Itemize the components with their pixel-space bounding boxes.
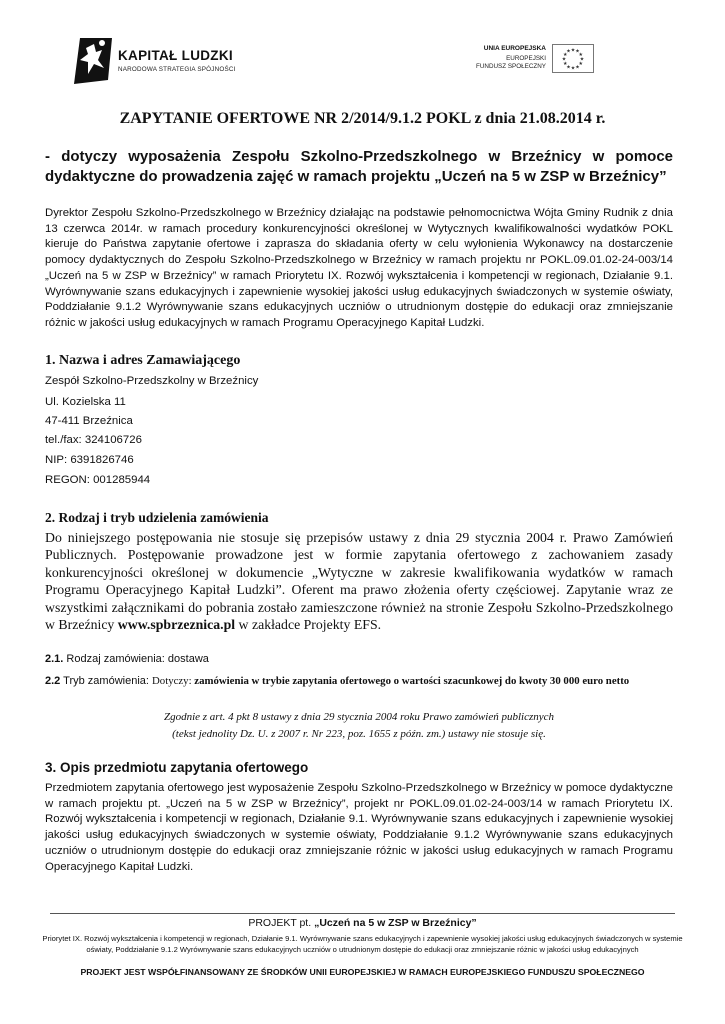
eu-star-icon: ★ — [570, 66, 576, 72]
document-subtitle: - dotyczy wyposażenia Zespołu Szkolno-Przedszkolnego w Brzeźnicy w pomoce dydaktyczne do prowadzenia zajęć w ramach projektu „Uczeń na 5 w ZSP w Brzeźnicy” — [45, 148, 673, 185]
footer-priority: Priorytet IX. Rozwój wykształcenia i kompetencji w regionach, Działanie 9.1. Wyrównywanie szans edukacyjnych i zapewnienie wysokiej jakości usług edukacyjnych świadczonych w systemie oświaty, Poddziałanie 9.1.2 Wyrównywanie szans edukacyjnych uczniów o utrudnionym dostępie do edukacji oraz zmniejszanie różnic w jakości usług edukacyjnych — [42, 934, 683, 954]
footer-project — [0, 917, 725, 929]
website-link[interactable]: www.spbrzeznica.pl — [117, 617, 236, 633]
address-line: NIP: 6391826746 — [45, 454, 134, 466]
eu-star-icon: ★ — [578, 53, 584, 58]
eu-star-icon: ★ — [562, 62, 568, 67]
subsection-2-1 — [45, 653, 209, 665]
document-title: ZAPYTANIE OFERTOWE NR 2/2014/9.1.2 POKL z dnia 21.08.2014 r. — [119, 110, 606, 127]
intro-paragraph: Dyrektor Zespołu Szkolno-Przedszkolnego w Brzeźnicy działając na podstawie pełnomocnictwa Wójta Gminy Rudnik z dnia 13 czerwca 2014r. w ramach procedury konkurencyjności określonej w Wytycznych kwalifikowalności wydatków POKL kieruje do Państwa zapytanie ofertowe i zaprasza do składania oferty w celu wyłonienia Wykonawcy na dostarczenie pomocy dydaktycznych do Zespołu Szkolno-Przedszkolnego w Brzeźnicy w ramach projektu nr POKL.09.01.02-24-003/14 „Uczeń na 5 w ZSP w Brzeźnicy” w ramach Priorytetu IX. Rozwój wykształcenia i kompetencji w regionach, Działanie 9.1. Wyrównywanie szans edukacyjnych i zapewnienie wysokiej jakości usług edukacyjnych świadczonych w systemie oświaty, Poddziałanie 9.1.2 Wyrównywanie szans edukacyjnych uczniów o utrudnionym dostępie do edukacji oraz zmniejszanie różnic w jakości usług edukacyjnych w ramach Programu Operacyjnego Kapitał Ludzki. — [45, 207, 673, 329]
section3-body: Przedmiotem zapytania ofertowego jest wyposażenie Zespołu Szkolno-Przedszkolnego w Brzeźnicy w pomoce dydaktyczne w ramach projektu pt. „Uczeń na 5 w ZSP w Brzeźnicy”, projekt nr POKL.09.01.02-24-003/14 w ramach Priorytetu IX. Rozwój wykształcenia i kompetencji w regionach, Działanie 9.1. Wyrównywanie szans edukacyjnych i zapewnienie wysokiej jakości usług edukacyjnych świadczonych w systemie oświaty, Poddziałanie 9.1.2 Wyrównywanie szans edukacyjnych uczniów o utrudnionym dostępie do edukacji oraz zmniejszanie różnic w jakości usług edukacyjnych w ramach Programu Operacyjnego Kapitał Ludzki. — [45, 782, 673, 873]
footer-cofinance: PROJEKT JEST WSPÓŁFINANSOWANY ZE ŚRODKÓW UNII EUROPEJSKIEJ W RAMACH EUROPEJSKIEGO FUNDUSZU SPOŁECZNEGO — [80, 967, 645, 977]
ue-line2: EUROPEJSKI — [506, 55, 546, 62]
address-line: REGON: 001285944 — [45, 474, 151, 486]
eu-star-icon: ★ — [566, 49, 571, 55]
section3-heading: 3. Opis przedmiotu zapytania ofertowego — [45, 760, 309, 775]
eu-flag-icon — [552, 44, 594, 73]
footer-project-prefix: PROJEKT pt. — [248, 917, 315, 929]
kapital-ludzki-logo-icon — [72, 34, 116, 86]
eu-star-icon: ★ — [566, 65, 571, 71]
address-line: tel./fax: 324106726 — [45, 434, 142, 446]
section1-heading: 1. Nazwa i adres Zamawiającego — [45, 353, 241, 368]
section2-text-end: w zakładce Projekty EFS. — [235, 617, 382, 633]
legal-quote-line1: Zgodnie z art. 4 pkt 8 ustawy z dnia 29 stycznia 2004 roku Prawo zamówień publicznych — [163, 711, 555, 723]
legal-quote-line2: (tekst jednolity Dz. U. z 2007 r. Nr 223, poz. 1655 z późn. zm.) ustawy nie stosuje się. — [172, 728, 546, 740]
address-line: Zespół Szkolno-Przedszkolny w Brzeźnicy — [45, 375, 259, 387]
ue-line3: FUNDUSZ SPOŁECZNY — [476, 63, 546, 70]
subsection-2-1-number: 2.1. — [45, 653, 64, 665]
ue-line1: UNIA EUROPEJSKA — [483, 45, 546, 52]
section2-body — [45, 529, 673, 633]
subsection-2-2-number: 2.2 — [45, 675, 61, 687]
kapital-ludzki-title: KAPITAŁ LUDZKI — [118, 48, 233, 63]
eu-star-icon: ★ — [561, 57, 567, 63]
subsection-2-2 — [45, 672, 673, 690]
kapital-ludzki-subtitle: NARODOWA STRATEGIA SPÓJNOŚCI — [118, 66, 236, 73]
subsection-2-2-bold: zamówienia w trybie zapytania ofertowego o wartości szacunkowej do kwoty 30 000 euro netto — [194, 675, 630, 687]
subsection-2-2-label: Tryb zamówienia: — [60, 675, 152, 687]
section2-heading: 2. Rodzaj i tryb udzielenia zamówienia — [45, 510, 269, 525]
subsection-2-2-prefix: Dotyczy: — [152, 675, 195, 687]
section2-text: Do niniejszego postępowania nie stosuje się przepisów ustawy z dnia 29 stycznia 2004 r. Prawo Zamówień Publicznych. Postępowanie prowadzone jest w formie zapytania ofertowego z zachowaniem zasady konkurencyjności określonej w dokumencie „Wytyczne w zakresie kwalifikowania wydatków w ramach Programu Operacyjnego Kapitał Ludzki”. Oferent ma prawo złożenia oferty częściowej. Zapytanie wraz ze wszystkimi załącznikami do pobrania zostało zamieszczone również na stronie Zespołu Szkolno-Przedszkolnego w Brzeźnicy — [45, 530, 673, 633]
eu-star-icon: ★ — [562, 53, 568, 58]
footer-divider — [50, 913, 675, 914]
subsection-2-1-text: Rodzaj zamówienia: dostawa — [63, 653, 209, 665]
eu-star-icon: ★ — [570, 48, 576, 54]
eu-star-icon: ★ — [575, 49, 580, 55]
address-line: Ul. Kozielska 11 — [45, 396, 126, 408]
address-line: 47-411 Brzeźnica — [45, 415, 133, 427]
eu-star-icon: ★ — [575, 65, 580, 71]
footer-project-name: „Uczeń na 5 w ZSP w Brzeźnicy” — [314, 917, 477, 929]
eu-star-icon: ★ — [579, 57, 585, 63]
eu-star-icon: ★ — [578, 62, 584, 67]
